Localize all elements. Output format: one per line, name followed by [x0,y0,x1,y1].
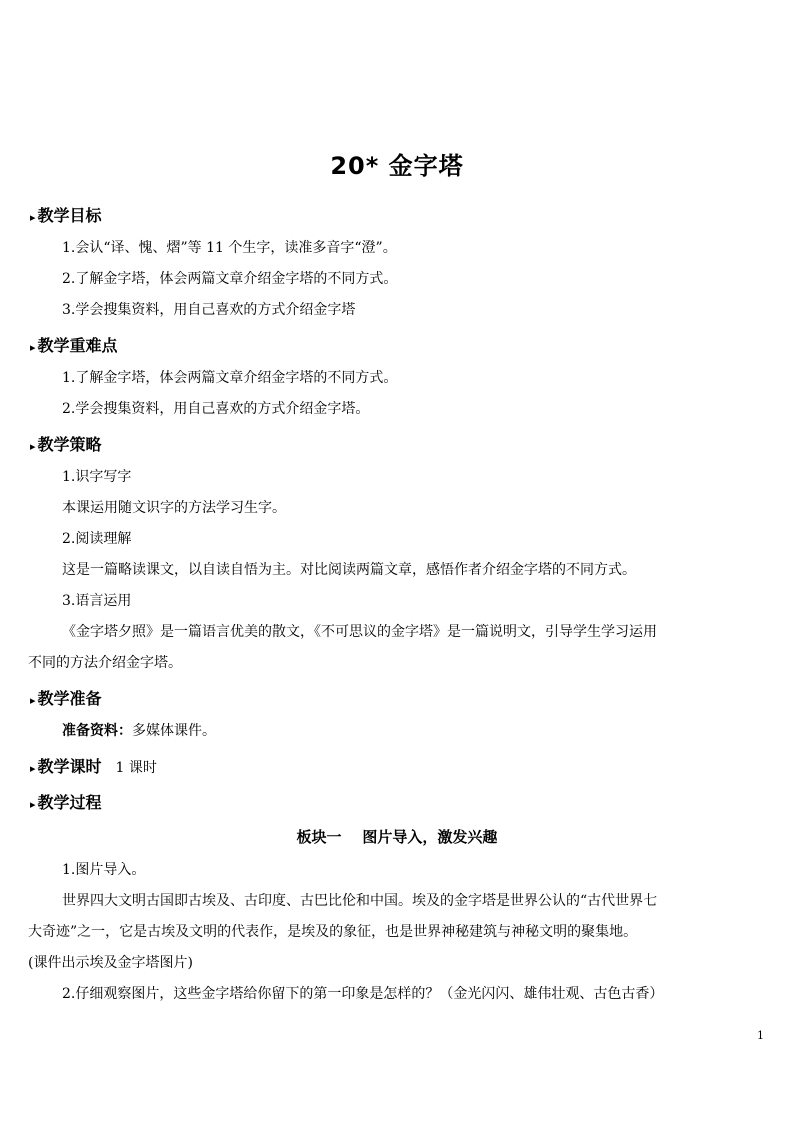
strategy-subtitle-3: 3.语言运用 [62,593,132,609]
process-step-1: 1.图片导入。 [62,862,146,878]
prep-line [62,722,216,740]
goal-item-2: 2.了解金字塔，体会两篇文章介绍金字塔的不同方式。 [62,271,398,287]
strategy-subtitle-2: 2.阅读理解 [62,531,132,547]
process-paragraph-line-2: 大奇迹”之一，它是古埃及文明的代表作，是埃及的象征，也是世界神秘建筑与神秘文明的聚集地。 [28,924,638,940]
strategy-text-3a: 《金字塔夕照》是一篇语言优美的散文，《不可思议的金字塔》是一篇说明文，引导学生学习运用 [62,624,657,640]
triangle-bullet-icon: ▸ [30,798,36,811]
prep-label: 准备资料： [62,723,132,739]
triangle-bullet-icon: ▸ [30,440,36,453]
section-heading-goals: ▸ 教学目标 [30,206,102,225]
section-heading-strategy: ▸ 教学策略 [30,435,102,454]
section-heading-hours: ▸ 教学课时 1 课时 [30,757,157,776]
page-title: 20* 金字塔 [330,152,464,180]
triangle-bullet-icon: ▸ [30,341,36,354]
key-point-item-2: 2.学会搜集资料，用自己喜欢的方式介绍金字塔。 [62,401,370,417]
process-paragraph-line-3: (课件出示埃及金字塔图片) [28,955,193,971]
triangle-bullet-icon: ▸ [30,694,36,707]
triangle-bullet-icon: ▸ [30,211,36,224]
strategy-text-1: 本课运用随文识字的方法学习生字。 [62,500,286,516]
hours-value: 1 课时 [115,760,157,776]
block-title: 板块一 图片导入，激发兴趣 [296,828,498,846]
triangle-bullet-icon: ▸ [30,762,36,775]
section-heading-process: ▸ 教学过程 [30,793,102,812]
key-point-item-1: 1.了解金字塔，体会两篇文章介绍金字塔的不同方式。 [62,370,398,386]
goal-item-3: 3.学会搜集资料，用自己喜欢的方式介绍金字塔 [62,302,356,318]
page-number: 1 [757,1029,764,1042]
strategy-subtitle-1: 1.识字写字 [62,469,132,485]
goal-item-1: 1.会认“译、愧、熠”等 11 个生字，读准多音字“澄”。 [62,240,397,256]
prep-value: 多媒体课件。 [132,723,216,739]
strategy-text-2: 这是一篇略读课文，以自读自悟为主。对比阅读两篇文章，感悟作者介绍金字塔的不同方式。 [62,562,636,578]
section-heading-prep: ▸ 教学准备 [30,689,102,708]
process-step-2: 2.仔细观察图片，这些金字塔给你留下的第一印象是怎样的？（金光闪闪、雄伟壮观、古色古香） [62,986,664,1002]
strategy-text-3b: 不同的方法介绍金字塔。 [28,655,182,671]
process-paragraph-line-1: 世界四大文明古国即古埃及、古印度、古巴比伦和中国。埃及的金字塔是世界公认的“古代世界七 [62,893,658,909]
section-heading-key-points: ▸ 教学重难点 [30,336,118,355]
